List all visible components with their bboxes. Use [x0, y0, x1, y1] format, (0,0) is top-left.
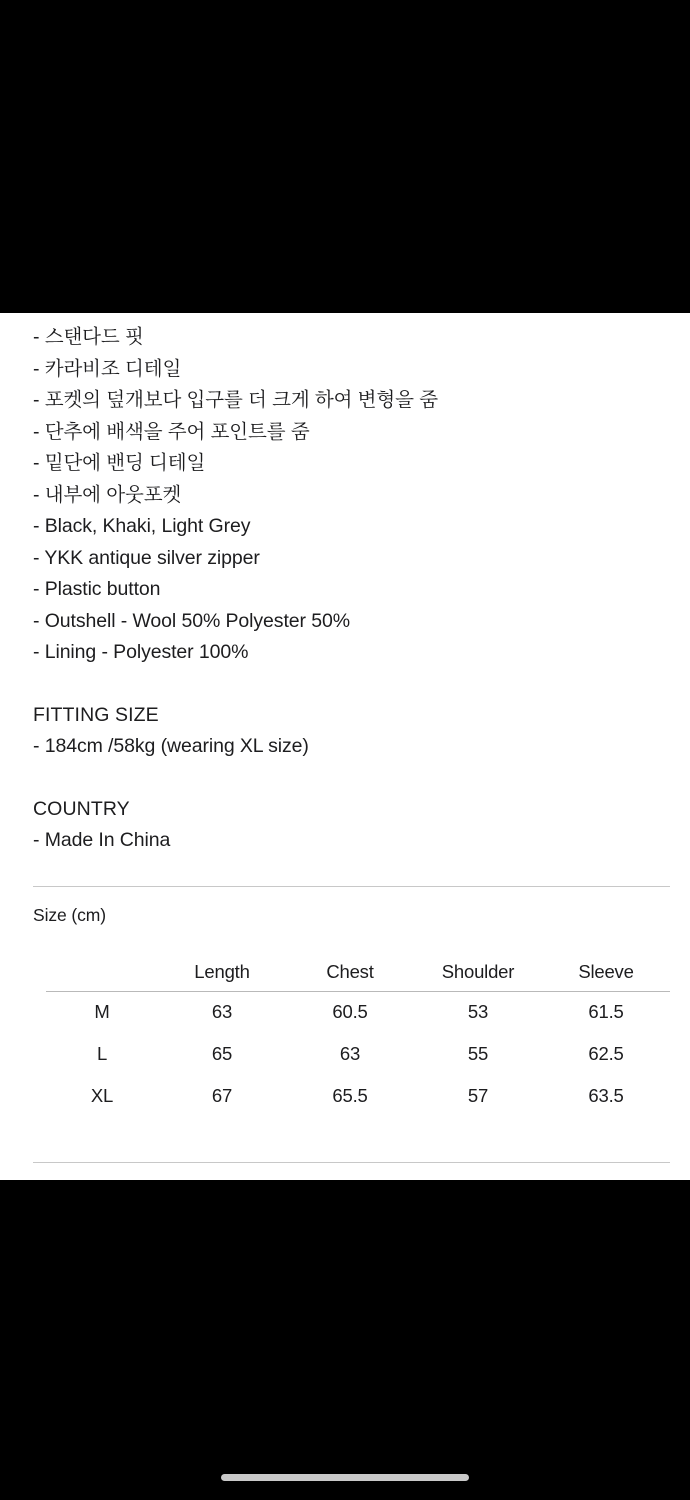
spec-line: - 포켓의 덮개보다 입구를 더 크게 하여 변형을 줌	[33, 389, 438, 411]
spec-line: - 단추에 배색을 주어 포인트를 줌	[33, 420, 310, 443]
column-header-sleeve: Sleeve	[578, 960, 634, 982]
cell-shoulder: 55	[467, 1043, 489, 1064]
spec-line: - Outshell - Wool 50% Polyester 50%	[33, 609, 350, 632]
cell-length: 65	[211, 1043, 233, 1064]
column-header-length: Length	[194, 960, 250, 982]
fitting-size-heading: FITTING SIZE	[33, 703, 159, 726]
section-gap	[0, 669, 690, 700]
spec-line: - 스탠다드 핏	[33, 326, 144, 348]
spec-line: - Plastic button	[33, 578, 161, 600]
column-header-size	[46, 953, 158, 991]
cell-sleeve: 61.5	[588, 1001, 624, 1023]
country-heading: COUNTRY	[33, 797, 130, 820]
spec-line: - 밑단에 밴딩 디테일	[33, 452, 206, 474]
cell-length: 67	[211, 1085, 233, 1106]
table-row	[46, 991, 670, 1033]
home-indicator[interactable]	[221, 1474, 469, 1481]
divider-above-size-chart	[0, 886, 690, 887]
cell-size: L	[96, 1043, 108, 1064]
divider-below-size-chart	[0, 1162, 690, 1163]
table-row	[46, 1033, 670, 1075]
cell-chest: 65.5	[332, 1085, 368, 1106]
column-header-chest: Chest	[326, 960, 374, 982]
cell-size: XL	[90, 1085, 114, 1106]
fitting-size-line: - 184cm /58kg (wearing XL size)	[33, 735, 309, 757]
product-detail-sheet	[0, 313, 690, 1180]
spec-line: - Lining - Polyester 100%	[33, 641, 249, 663]
table-header-row	[46, 953, 670, 991]
cell-sleeve: 62.5	[588, 1043, 624, 1064]
cell-chest: 63	[339, 1043, 361, 1064]
fitting-size-section	[0, 700, 690, 763]
spec-list	[0, 313, 690, 669]
table-row	[46, 1075, 670, 1117]
cell-length: 63	[211, 1001, 233, 1023]
size-chart-caption: Size (cm)	[33, 905, 106, 925]
section-gap	[0, 763, 690, 794]
spec-line: - 내부에 아웃포켓	[33, 483, 182, 506]
country-line: - Made In China	[33, 829, 171, 851]
cell-shoulder: 57	[467, 1085, 489, 1106]
column-header-shoulder: Shoulder	[441, 960, 515, 982]
cell-size: M	[94, 1001, 110, 1023]
size-chart-table	[46, 953, 670, 1117]
spec-line: - 카라비조 디테일	[33, 357, 182, 380]
size-chart-section	[0, 905, 690, 1117]
cell-shoulder: 53	[467, 1001, 489, 1023]
cell-sleeve: 63.5	[588, 1085, 624, 1106]
spec-line: - YKK antique silver zipper	[33, 546, 260, 569]
spec-line: - Black, Khaki, Light Grey	[33, 515, 251, 537]
country-section	[0, 794, 690, 857]
cell-chest: 60.5	[332, 1001, 368, 1023]
